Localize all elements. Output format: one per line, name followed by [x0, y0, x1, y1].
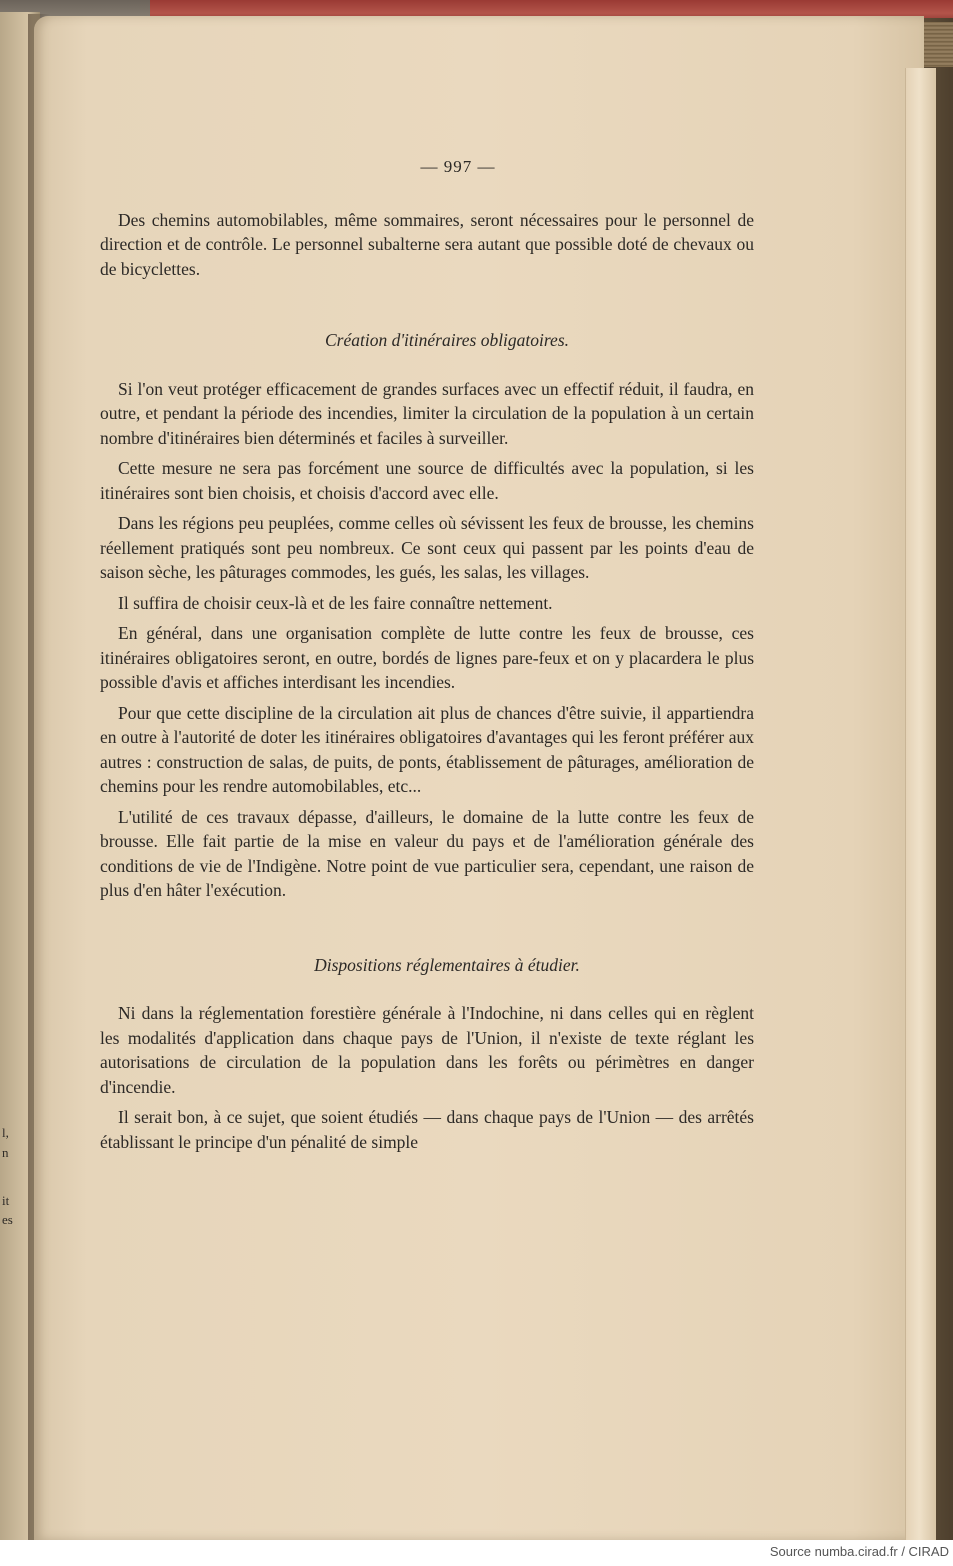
margin-fragment: es: [2, 1212, 13, 1227]
source-credit: Source numba.cirad.fr / CIRAD: [769, 1544, 949, 1559]
paragraph: Des chemins automobilables, même sommaires, seront nécessaires pour le personnel de direction et de contrôle. Le personnel subalterne sera autant que possible doté de chevaux ou de bicyclettes.: [100, 209, 754, 279]
paragraph: L'utilité de ces travaux dépasse, d'ailleurs, le domaine de la lutte contre les feux de brousse. Elle fait partie de la mise en valeur du pays et de l'amélioration générale des conditions de vie de l'Indigène. Notre point de vue particulier sera, cependant, une raison de plus d'en hâter l'exécution.: [100, 806, 754, 900]
page-right-edge: [905, 68, 936, 1540]
paragraph: Il suffira de choisir ceux-là et de les faire connaître nettement.: [118, 592, 553, 613]
margin-fragment: it: [2, 1193, 10, 1208]
paragraph: En général, dans une organisation complète de lutte contre les feux de brousse, ces itinéraires obligatoires seront, en outre, bordés de lignes pare-feux et on y placardera le plus possible d'avis et affiches interdisant les incendies.: [100, 623, 754, 692]
section-heading: Dispositions réglementaires à étudier.: [314, 954, 580, 975]
paragraph: Il serait bon, à ce sujet, que soient étudiés — dans chaque pays de l'Union — des arrêtés établissant le principe d'un pénalité de simple: [100, 1107, 754, 1152]
section-heading: Création d'itinéraires obligatoires.: [324, 330, 570, 350]
text-column: [100, 155, 754, 1160]
paragraph: Cette mesure ne sera pas forcément une source de difficultés avec la population, si les itinéraires sont bien choisis, et choisis d'accord avec elle.: [100, 458, 754, 503]
margin-fragment: n: [2, 1145, 9, 1160]
paragraph: Ni dans la réglementation forestière générale à l'Indochine, ni dans celles qui en règlent les modalités d'application dans chaque pays de l'Union, il n'existe de texte réglant les autorisations de circulation de la population dans les forêts ou périmètres en danger d'incendie.: [100, 1003, 754, 1097]
paragraph: Dans les régions peu peuplées, comme celles où sévissent les feux de brousse, les chemins réellement pratiqués sont peu nombreux. Ce sont ceux qui passent par les points d'eau de saison sèche, les pâturages commodes, les gués, les salas, les villages.: [100, 513, 754, 582]
page-number: — 997 —: [420, 157, 496, 176]
paragraph: Pour que cette discipline de la circulation ait plus de chances d'être suivie, il appartiendra en outre à l'autorité de doter les itinéraires obligatoires d'avantages qui les feront préférer aux autres : construction de salas, de puits, de ponts, établissement de pâturages, amélioration de chemins pour les rendre automobilables, etc...: [100, 702, 754, 796]
margin-fragment: l,: [2, 1125, 9, 1140]
paragraph: Si l'on veut protéger efficacement de grandes surfaces avec un effectif réduit, il faudra, en outre, et pendant la période des incendies, limiter la circulation de la population à un certain nombre d'itinéraires bien déterminés et faciles à surveiller.: [100, 378, 754, 448]
